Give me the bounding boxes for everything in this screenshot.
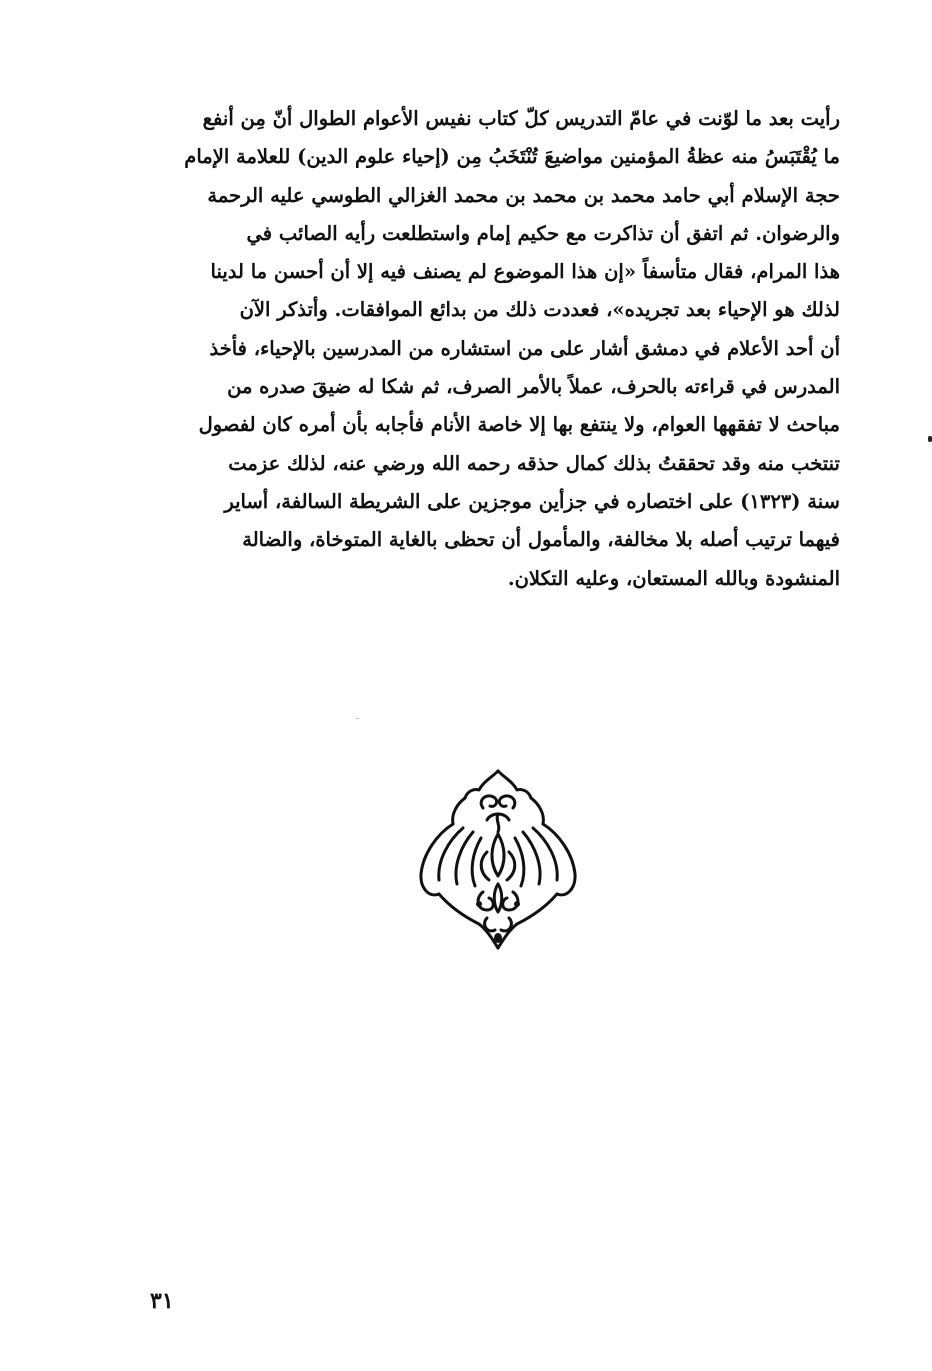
text-line: تنتخب منه وقد تحققتُ بذلك كمال حذقه رحمه الله ورضي عنه، لذلك عزمت (228, 451, 840, 475)
text-line: لذلك هو الإحياء بعد تجريده»، فعددت ذلك من بدائع الموافقات. وأتذكر الآن (239, 298, 840, 322)
body-text (150, 100, 840, 598)
floral-ornament-icon (417, 768, 579, 950)
text-line: هذا المرام، فقال متأسفاً «إن هذا الموضوع لم يصنف فيه إلا أن أحسن ما لدينا (210, 260, 840, 284)
text-line: رأيت بعد ما لوّنت في عامّ التدريس كلّ كتاب نفيس الأعوام الطوال أنّ مِن أنفع (202, 107, 840, 130)
margin-mark (928, 436, 932, 442)
text-line: والرضوان. ثم اتفق أن تذاكرت مع حكيم إمام واستطلعت رأيه الصائب في (246, 221, 840, 245)
text-line: ما يُقْتَبَسُ منه عظةُ المؤمنين مواضيعَ تُنْتَخَبُ مِن (إحياء علوم الدين) للعلامة الإمام (184, 145, 840, 169)
text-line: مباحث لا تفقهها العوام، ولا ينتفع بها إلا خاصة الأنام فأجابه بأن أمره كان لفصول (198, 413, 840, 437)
text-line: المنشودة وبالله المستعان، وعليه التكلان. (507, 566, 840, 590)
text-line: فيهما ترتيب أصله بلا مخالفة، والمأمول أن تحظى بالغاية المتوخاة، والضالة (242, 528, 840, 552)
text-line: حجة الإسلام أبي حامد محمد بن محمد بن محمد الغزالي الطوسي عليه الرحمة (207, 183, 840, 207)
scan-speck (356, 718, 359, 719)
page-number: ٣١ (150, 1288, 174, 1314)
text-line: المدرس في قراءته بالحرف، عملاً بالأمر الصرف، ثم شكا له ضيقَ صدره من (227, 375, 840, 399)
text-line: أن أحد الأعلام في دمشق أشار على من استشاره من المدرسين بالإحياء، فأخذ (209, 336, 840, 360)
text-line: سنة (١٣٢٣) على اختصاره في جزأين موجزين على الشريطة السالفة، أساير (224, 489, 840, 513)
